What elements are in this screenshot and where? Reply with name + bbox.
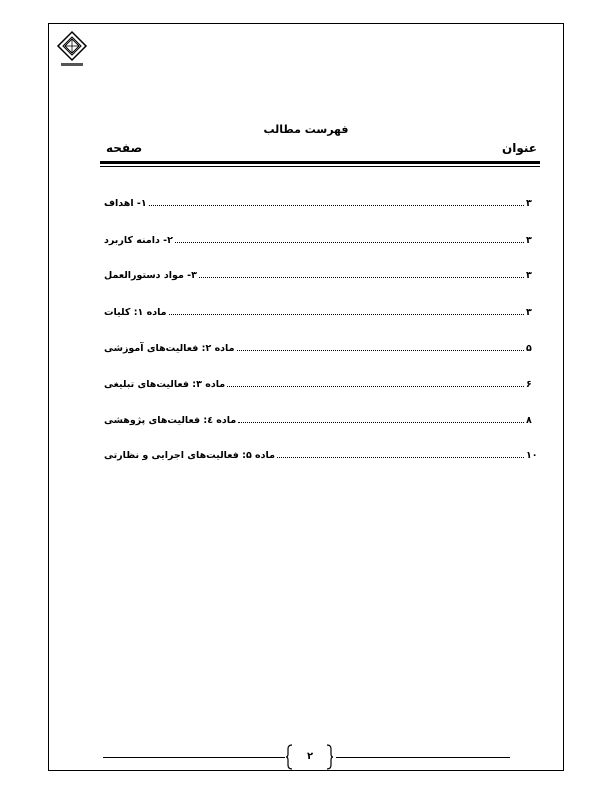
toc-leader-dots [237, 349, 524, 351]
toc-entry-page: ۵ [526, 343, 532, 354]
toc-entry-page: ۳ [526, 270, 532, 281]
footer-rule-right [336, 757, 510, 758]
toc-leader-dots [227, 385, 524, 387]
toc-leader-dots [238, 421, 524, 423]
toc-entry-label: ماده ٤: فعالیت‌های پژوهشی [104, 415, 237, 426]
toc-title: فهرست مطالب [263, 123, 349, 136]
toc-entry-label: ۱- اهداف [104, 198, 147, 209]
column-header-title: عنوان [502, 141, 537, 155]
left-brace-icon [285, 744, 293, 770]
toc-entry-label: ماده ۲: فعالیت‌های آموزشی [104, 343, 235, 354]
toc-leader-dots [199, 276, 524, 278]
toc-entry-page: ۱۰ [526, 450, 538, 461]
toc-entry[interactable] [104, 195, 536, 209]
page-number: ۲ [306, 751, 314, 762]
toc-entry-page: ۳ [526, 307, 532, 318]
toc-entry-label: ماده ۳: فعالیت‌های تبلیغی [104, 379, 226, 390]
toc-entry-page: ۸ [526, 415, 532, 426]
toc-entry-page: ۳ [526, 235, 532, 246]
toc-entry[interactable] [104, 267, 536, 281]
institution-logo-icon [55, 30, 89, 70]
toc-entry-page: ۳ [526, 198, 532, 209]
header-rule-thick [100, 161, 540, 164]
header-rule-thin [100, 166, 540, 167]
toc-leader-dots [277, 456, 524, 458]
toc-leader-dots [149, 204, 524, 206]
toc-leader-dots [169, 313, 524, 315]
toc-entry-label: ماده ۱: کلیات [104, 307, 167, 318]
toc-entry-page: ۶ [526, 379, 532, 390]
toc-entry[interactable] [104, 340, 536, 354]
toc-entry[interactable] [104, 304, 536, 318]
toc-entry-label: ۳- مواد دستورالعمل [104, 270, 197, 281]
toc-entry[interactable] [104, 232, 536, 246]
column-header-page: صفحه [106, 141, 143, 155]
toc-entry-label: ۲- دامنه کاربرد [104, 235, 173, 246]
toc-entry[interactable] [104, 376, 536, 390]
toc-entry[interactable] [104, 447, 536, 461]
toc-entry-label: ماده ۵: فعالیت‌های اجرایی و نظارتی [104, 450, 275, 461]
right-brace-icon [326, 744, 334, 770]
footer-rule-left [103, 757, 285, 758]
toc-leader-dots [175, 241, 524, 243]
toc-entry[interactable] [104, 412, 536, 426]
